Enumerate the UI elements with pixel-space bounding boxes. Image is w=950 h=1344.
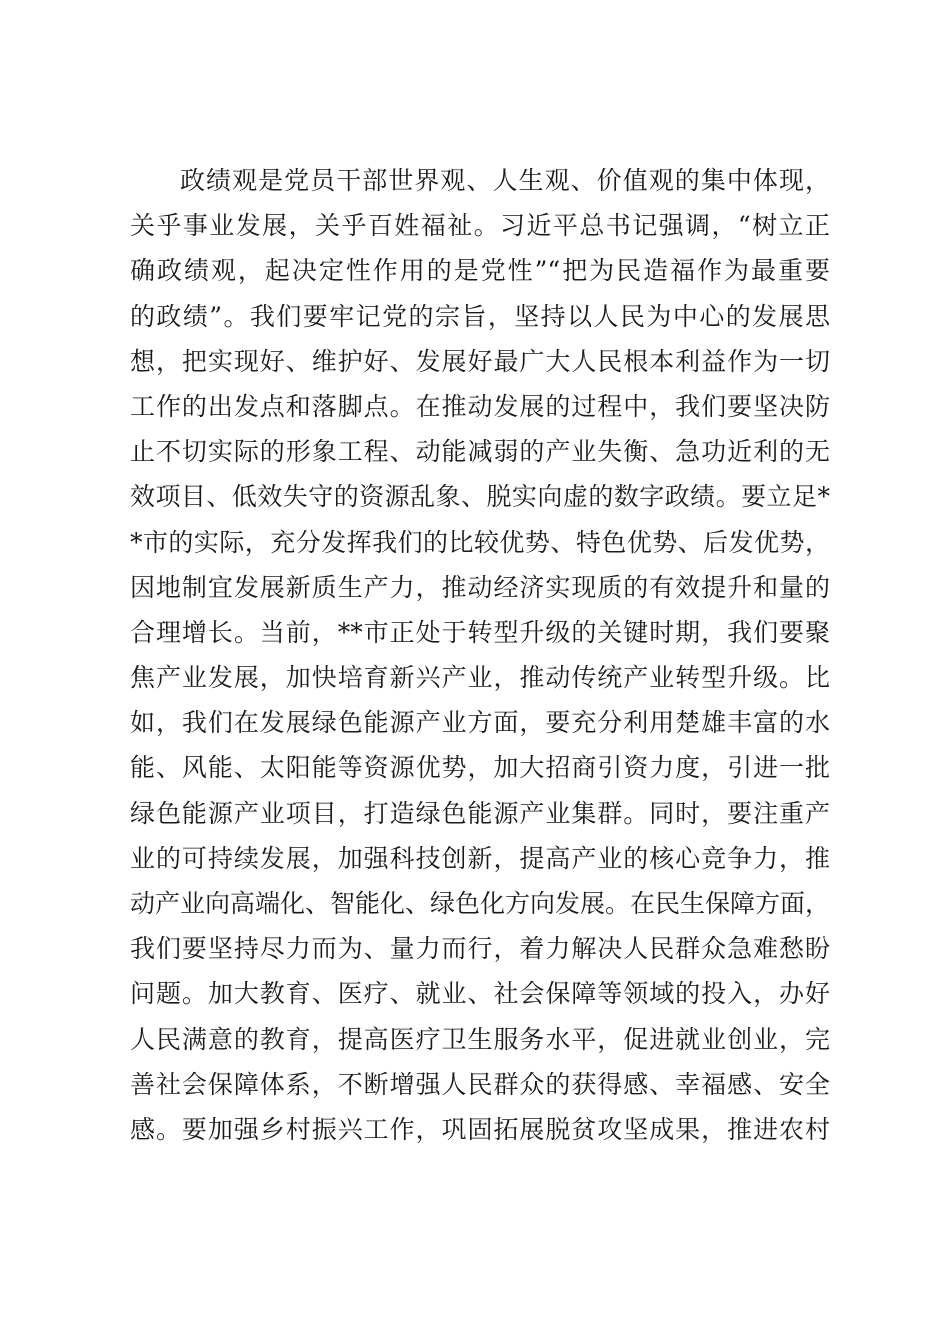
text-line: 问题。加大教育、医疗、就业、社会保障等领域的投入，办好: [130, 979, 830, 1009]
text-line: 因地制宜发展新质生产力，推动经济实现质的有效提升和量的: [130, 572, 830, 602]
text-line: 确政绩观，起决定性作用的是党性”“把为民造福作为最重要: [130, 256, 830, 286]
text-line: 工作的出发点和落脚点。在推动发展的过程中，我们要坚决防: [130, 391, 830, 421]
text-line: 善社会保障体系，不断增强人民群众的获得感、幸福感、安全: [130, 1069, 830, 1099]
text-line: 合理增长。当前，**市正处于转型升级的关键时期，我们要聚: [130, 617, 830, 647]
text-line: 感。要加强乡村振兴工作，巩固拓展脱贫攻坚成果，推进农村: [130, 1114, 830, 1144]
body-paragraph: [130, 158, 830, 1152]
text-line: 绿色能源产业项目，打造绿色能源产业集群。同时，要注重产: [130, 798, 830, 828]
text-line: 止不切实际的形象工程、动能减弱的产业失衡、急功近利的无: [130, 437, 830, 467]
text-line: 我们要坚持尽力而为、量力而行，着力解决人民群众急难愁盼: [130, 934, 830, 964]
text-line: *市的实际，充分发挥我们的比较优势、特色优势、后发优势，: [130, 527, 830, 557]
text-line: 动产业向高端化、智能化、绿色化方向发展。在民生保障方面，: [130, 889, 831, 918]
text-line: 效项目、低效失守的资源乱象、脱实向虚的数字政绩。要立足*: [130, 482, 830, 512]
text-line: 如，我们在发展绿色能源产业方面，要充分利用楚雄丰富的水: [130, 708, 830, 738]
text-line: 能、风能、太阳能等资源优势，加大招商引资力度，引进一批: [130, 753, 830, 783]
text-line: 的政绩”。我们要牢记党的宗旨，坚持以人民为中心的发展思: [130, 301, 830, 331]
text-line: 政绩观是党员干部世界观、人生观、价值观的集中体现，: [180, 166, 830, 195]
text-line: 关乎事业发展，关乎百姓福祉。习近平总书记强调，“树立正: [130, 211, 830, 241]
text-line: 想，把实现好、维护好、发展好最广大人民根本利益作为一切: [130, 346, 830, 376]
text-line: 业的可持续发展，加强科技创新，提高产业的核心竞争力，推: [130, 843, 830, 873]
text-line: 焦产业发展，加快培育新兴产业，推动传统产业转型升级。比: [130, 663, 830, 693]
text-line: 人民满意的教育，提高医疗卫生服务水平，促进就业创业，完: [130, 1024, 830, 1054]
